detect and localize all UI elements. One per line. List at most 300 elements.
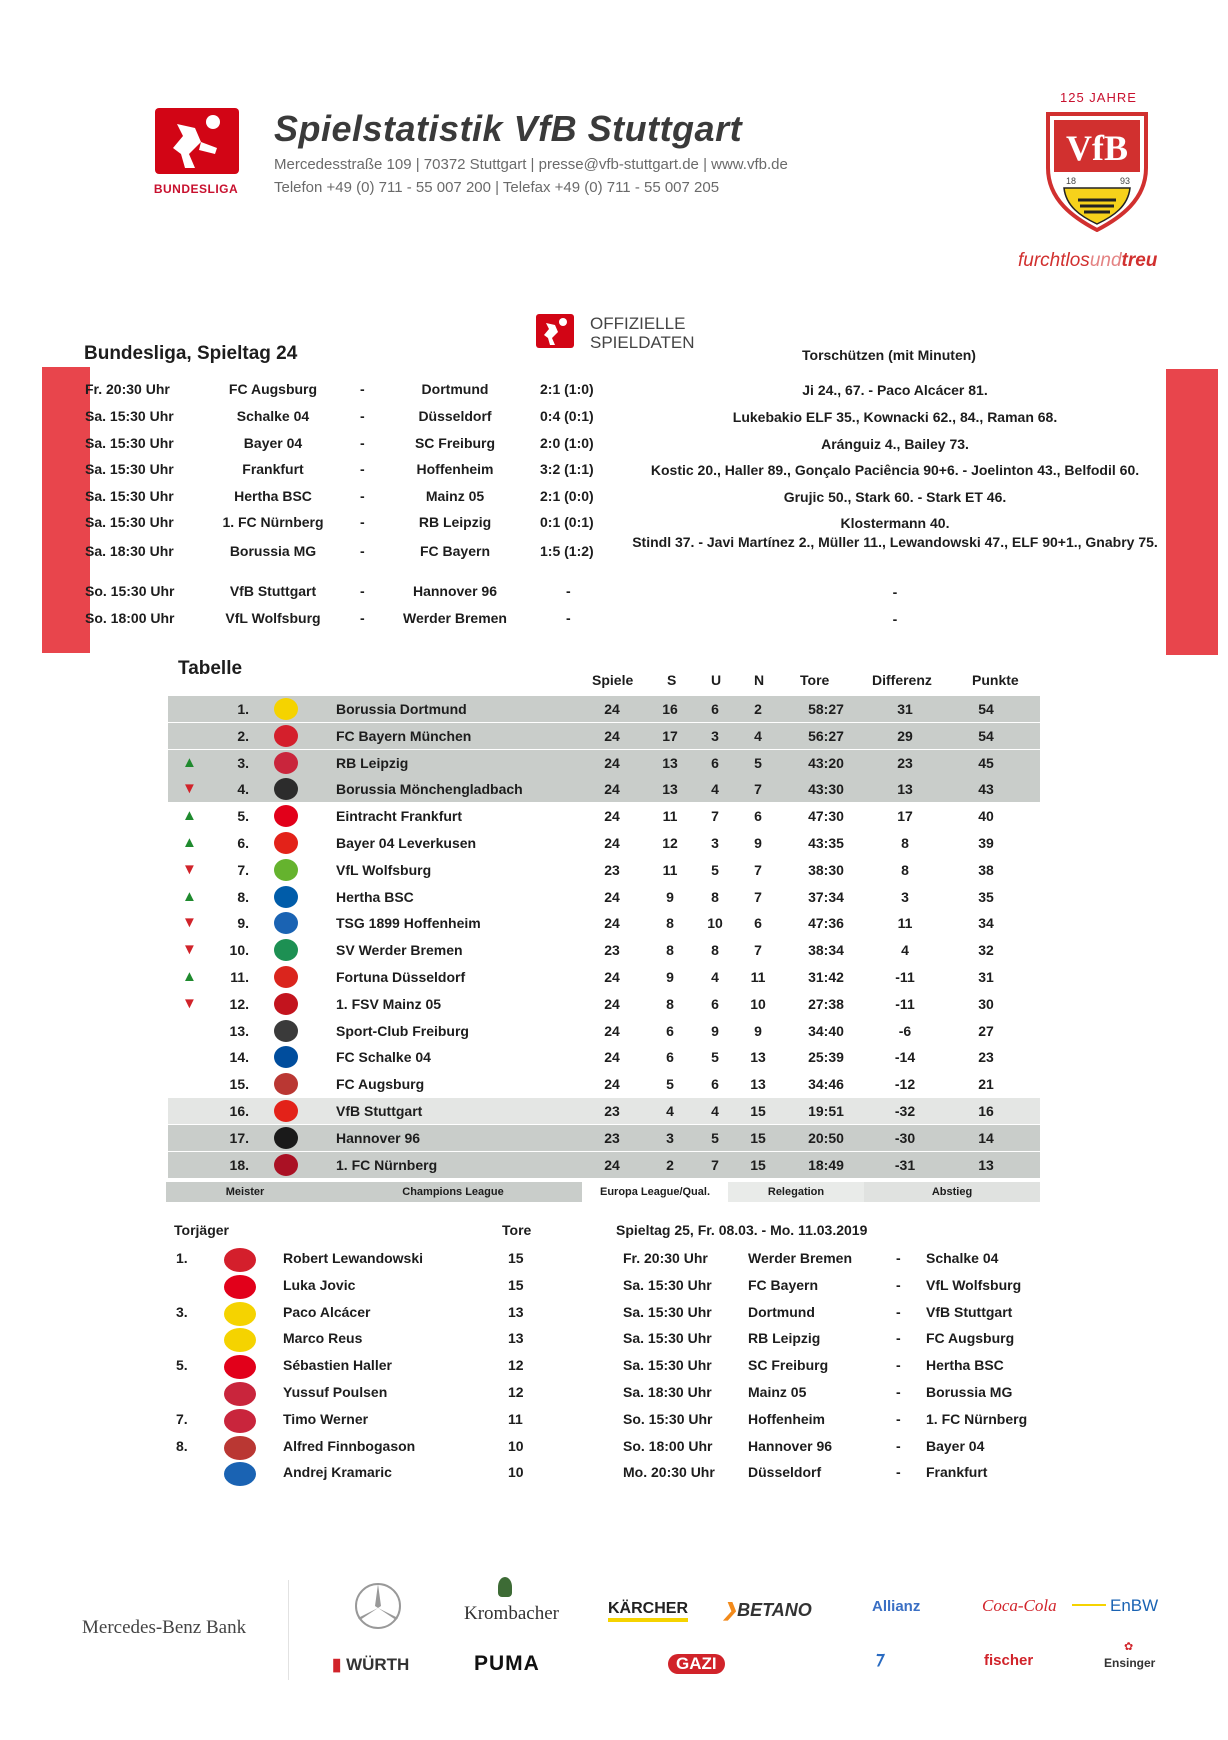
trend-down-icon: ▼ — [182, 860, 197, 878]
table-rank: 13. — [229, 1022, 249, 1039]
scorer-name: Yussuf Poulsen — [283, 1384, 388, 1400]
table-points: 31 — [978, 969, 994, 985]
address-line: Mercedesstraße 109 | 70372 Stuttgart | presse@vfb-stuttgart.de | www.vfb.de — [274, 156, 788, 173]
table-points: 40 — [978, 808, 994, 825]
table-team: VfB Stuttgart — [336, 1103, 423, 1119]
top-scorers-goals-header: Tore — [502, 1222, 532, 1238]
match-separator: - — [360, 435, 365, 451]
table-team: VfL Wolfsburg — [336, 861, 432, 878]
table-draw: 8 — [711, 942, 719, 959]
top-scorers-title: Torjäger — [174, 1222, 229, 1238]
table-row — [168, 1044, 1040, 1070]
sponsor-divider — [288, 1580, 289, 1680]
next-match-home: Hannover 96 — [748, 1437, 833, 1454]
table-goals: 38:30 — [808, 861, 844, 878]
table-draw: 6 — [711, 1076, 719, 1093]
table-lost: 13 — [750, 1076, 766, 1093]
table-played: 24 — [604, 1022, 620, 1039]
match-score: 2:1 (0:0) — [540, 488, 594, 504]
scorer-name: Sébastien Haller — [283, 1357, 392, 1374]
table-rank: 7. — [237, 861, 249, 878]
match-home-team: Bayer 04 — [243, 435, 303, 451]
table-goals: 19:51 — [808, 1103, 844, 1119]
table-rank: 6. — [237, 835, 249, 851]
table-lost: 7 — [754, 942, 762, 959]
enbw-stripe-icon — [1072, 1604, 1106, 1606]
table-rank: 16. — [229, 1103, 249, 1119]
match-time: So. 15:30 Uhr — [85, 583, 175, 599]
table-points: 39 — [978, 835, 994, 851]
matchday-title: Bundesliga, Spieltag 24 — [84, 343, 298, 364]
match-scorers: Ji 24., 67. - Paco Alcácer 81. — [802, 382, 988, 398]
table-played: 23 — [604, 1129, 620, 1146]
club-logo-icon — [274, 1100, 298, 1122]
next-match-row — [0, 1357, 1228, 1383]
next-match-separator: - — [896, 1357, 901, 1374]
next-match-home: FC Bayern — [748, 1276, 819, 1293]
match-separator: - — [360, 583, 365, 599]
table-played: 24 — [604, 701, 620, 717]
table-goals: 58:27 — [808, 701, 844, 717]
club-logo-icon — [274, 1154, 298, 1176]
next-match-home: SC Freiburg — [748, 1357, 829, 1374]
match-home-team: Schalke 04 — [236, 408, 310, 424]
match-separator: - — [360, 543, 365, 559]
sponsor-mercedes-bank: Mercedes-Benz Bank — [82, 1617, 247, 1638]
next-match-away: VfB Stuttgart — [926, 1303, 1013, 1320]
table-points: 13 — [978, 1156, 994, 1173]
table-points: 38 — [978, 861, 994, 878]
table-rank: 15. — [229, 1076, 249, 1093]
table-goals: 43:20 — [808, 754, 844, 771]
table-draw: 5 — [711, 861, 719, 878]
match-scorers: Aránguiz 4., Bailey 73. — [821, 436, 969, 452]
table-row — [168, 884, 1040, 910]
table-rank: 17. — [229, 1129, 249, 1146]
table-lost: 7 — [754, 888, 762, 905]
table-won: 8 — [666, 942, 674, 959]
match-home-team: VfL Wolfsburg — [225, 610, 321, 626]
table-row — [168, 910, 1040, 936]
table-diff: 29 — [897, 727, 913, 744]
match-scorers: Kostic 20., Haller 89., Gonçalo Paciência 90+6. - Joelinton 43., Belfodil 60. — [650, 462, 1140, 478]
table-diff: 8 — [901, 861, 909, 878]
table-points: 43 — [978, 781, 994, 798]
table-draw: 8 — [711, 888, 719, 905]
match-scorers: Grujic 50., Stark 60. - Stark ET 46. — [783, 489, 1007, 505]
table-diff: -11 — [895, 969, 915, 985]
scorer-rank: 5. — [176, 1357, 188, 1374]
table-won: 11 — [662, 808, 678, 825]
table-rank: 2. — [237, 727, 249, 744]
trend-up-icon: ▲ — [182, 834, 197, 851]
scorer-name: Timo Werner — [283, 1410, 369, 1427]
trend-up-icon: ▲ — [182, 968, 197, 985]
scorer-goals: 12 — [508, 1357, 524, 1374]
scorer-goals: 13 — [508, 1330, 524, 1347]
match-scorers: - — [892, 584, 898, 600]
table-team: Borussia Dortmund — [336, 701, 467, 717]
document-title: Spielstatistik VfB Stuttgart — [274, 108, 743, 149]
sponsor-krombacher: Krombacher — [464, 1603, 559, 1624]
table-rank: 3. — [237, 754, 249, 771]
club-logo-icon — [274, 912, 298, 934]
slogan-part-a: furchtlos — [1018, 250, 1090, 271]
table-row — [168, 857, 1040, 883]
match-home-team: Borussia MG — [229, 543, 317, 559]
table-lost: 7 — [754, 861, 762, 878]
scorer-goals: 15 — [508, 1276, 524, 1293]
table-goals: 47:30 — [808, 808, 844, 825]
table-diff: 8 — [901, 835, 909, 851]
table-won: 4 — [666, 1103, 674, 1119]
sponsor-wurth — [332, 1655, 409, 1675]
table-draw: 3 — [711, 727, 719, 744]
table-team: SV Werder Bremen — [336, 942, 463, 959]
bundesliga-logo-icon — [155, 108, 239, 174]
header-draw: U — [711, 672, 722, 688]
match-time: Sa. 15:30 Uhr — [85, 461, 174, 477]
match-home-team: Frankfurt — [242, 461, 304, 477]
scorer-rank: 8. — [176, 1437, 188, 1454]
table-played: 24 — [604, 1076, 620, 1093]
table-played: 24 — [604, 1156, 620, 1173]
table-diff: 11 — [897, 915, 913, 932]
next-match-home: Hoffenheim — [748, 1410, 825, 1427]
slogan-part-c: treu — [1121, 250, 1158, 271]
table-draw: 6 — [711, 995, 719, 1012]
club-logo-icon — [274, 859, 298, 881]
legend-champions-league: Champions League — [324, 1182, 582, 1202]
match-away-team: Düsseldorf — [418, 408, 492, 424]
club-logo-icon — [274, 939, 298, 961]
match-score: - — [566, 610, 571, 626]
match-separator: - — [360, 381, 365, 397]
table-diff: -11 — [895, 995, 915, 1012]
match-away-team: SC Freiburg — [414, 435, 496, 451]
next-match-separator: - — [896, 1250, 901, 1266]
vfb-crest-icon — [1044, 110, 1150, 232]
table-goals: 34:46 — [808, 1076, 844, 1093]
table-lost: 7 — [754, 781, 762, 798]
table-diff: -31 — [894, 1156, 916, 1173]
table-played: 23 — [604, 942, 620, 959]
table-draw: 3 — [711, 835, 719, 851]
sponsor-betano-label: BETANO — [737, 1600, 812, 1620]
next-match-away: 1. FC Nürnberg — [926, 1410, 1028, 1427]
club-logo-icon — [274, 752, 298, 774]
crest-year-right: 93 — [1120, 176, 1131, 186]
scorer-name: Paco Alcácer — [283, 1303, 371, 1320]
match-away-team: Dortmund — [421, 381, 489, 397]
table-lost: 15 — [750, 1129, 766, 1146]
table-rank: 1. — [237, 701, 249, 717]
sponsor-karcher: KÄRCHER — [608, 1600, 688, 1622]
club-logo-icon — [274, 698, 298, 720]
scorer-name: Andrej Kramaric — [283, 1464, 392, 1481]
table-goals: 27:38 — [808, 995, 844, 1012]
sponsor-gazi: GAZI — [668, 1654, 725, 1674]
table-played: 24 — [604, 969, 620, 985]
match-score: 2:1 (1:0) — [540, 381, 594, 397]
table-rank: 11. — [230, 969, 249, 985]
table-row — [168, 1152, 1040, 1178]
header-points: Punkte — [972, 672, 1019, 688]
match-separator: - — [360, 488, 365, 504]
match-score: 0:4 (0:1) — [540, 408, 594, 424]
header-lost: N — [754, 672, 765, 688]
table-goals: 18:49 — [808, 1156, 844, 1173]
table-points: 45 — [978, 754, 994, 771]
ensinger-mark-icon: ✿ — [1124, 1641, 1134, 1653]
next-match-away: FC Augsburg — [926, 1330, 1015, 1347]
club-anniversary: 125 JAHRE — [1060, 90, 1137, 105]
next-matchday-title: Spieltag 25, Fr. 08.03. - Mo. 11.03.2019 — [616, 1222, 868, 1238]
table-diff: 31 — [897, 701, 913, 717]
table-lost: 15 — [750, 1103, 766, 1119]
next-match-away: Borussia MG — [926, 1384, 1013, 1400]
next-match-separator: - — [896, 1330, 901, 1347]
trend-down-icon: ▼ — [182, 914, 197, 932]
next-match-separator: - — [896, 1437, 901, 1454]
club-logo-icon — [274, 1073, 298, 1095]
match-away-team: Werder Bremen — [402, 610, 507, 626]
stuttgart-sparkasse-icon: ⁊ — [874, 1648, 883, 1668]
table-won: 13 — [662, 754, 678, 771]
match-home-team: VfB Stuttgart — [229, 583, 317, 599]
next-match-separator: - — [896, 1303, 901, 1320]
match-time: Sa. 15:30 Uhr — [85, 514, 174, 530]
table-goals: 43:35 — [808, 835, 844, 851]
trend-down-icon: ▼ — [182, 780, 197, 798]
club-logo-icon — [274, 805, 298, 827]
table-row — [168, 964, 1040, 990]
scorer-goals: 11 — [508, 1410, 523, 1427]
scorer-name: Alfred Finnbogason — [283, 1437, 416, 1454]
table-team: Sport-Club Freiburg — [336, 1022, 469, 1039]
scorer-goals: 12 — [508, 1384, 524, 1400]
match-scorers: - — [892, 611, 898, 627]
match-time: So. 18:00 Uhr — [85, 610, 175, 626]
trend-up-icon: ▲ — [182, 753, 197, 771]
krombacher-crest-icon — [498, 1577, 512, 1597]
table-lost: 6 — [754, 808, 762, 825]
club-logo-icon — [274, 832, 298, 854]
table-won: 17 — [662, 727, 678, 744]
match-score: - — [566, 583, 571, 599]
scorer-rank: 7. — [176, 1410, 188, 1427]
table-played: 24 — [604, 781, 620, 798]
table-goals: 20:50 — [808, 1129, 844, 1146]
table-row — [168, 1098, 1040, 1124]
next-match-row — [0, 1330, 1228, 1356]
table-rank: 8. — [237, 888, 249, 905]
table-rank: 9. — [237, 915, 249, 932]
table-points: 54 — [978, 727, 994, 744]
scorer-goals: 10 — [508, 1464, 524, 1481]
table-goals: 56:27 — [808, 727, 844, 744]
table-draw: 9 — [711, 1022, 719, 1039]
table-lost: 10 — [750, 995, 766, 1012]
next-match-home: RB Leipzig — [748, 1330, 821, 1347]
match-away-team: RB Leipzig — [418, 514, 492, 530]
scorer-name: Marco Reus — [283, 1330, 363, 1347]
table-diff: 23 — [897, 754, 913, 771]
table-row — [168, 937, 1040, 963]
table-rank: 4. — [237, 781, 249, 798]
scorer-rank: 1. — [176, 1250, 188, 1266]
official-data-line1: OFFIZIELLE — [590, 314, 686, 333]
table-row — [168, 750, 1040, 776]
club-logo-icon — [274, 778, 298, 800]
next-match-time: So. 15:30 Uhr — [623, 1410, 713, 1427]
table-played: 24 — [604, 808, 620, 825]
table-title: Tabelle — [178, 658, 243, 679]
club-logo-icon — [274, 1020, 298, 1042]
table-points: 16 — [978, 1103, 994, 1119]
club-logo-icon — [274, 1127, 298, 1149]
match-time: Sa. 18:30 Uhr — [85, 543, 174, 559]
trend-down-icon: ▼ — [182, 941, 197, 959]
match-score: 1:5 (1:2) — [540, 543, 594, 559]
table-rank: 12. — [229, 995, 249, 1012]
scorer-rank: 3. — [176, 1303, 188, 1320]
bundesliga-logo-label: BUNDESLIGA — [153, 182, 239, 196]
legend-europa-league: Europa League/Qual. — [599, 1186, 711, 1198]
crest-year-left: 18 — [1066, 176, 1077, 186]
club-slogan — [1018, 250, 1157, 272]
next-match-separator: - — [896, 1464, 901, 1481]
table-diff: -30 — [894, 1129, 916, 1146]
table-played: 24 — [604, 995, 620, 1012]
match-away-team: Hoffenheim — [416, 461, 494, 477]
table-row — [168, 1071, 1040, 1097]
table-points: 14 — [978, 1129, 994, 1146]
next-match-away: Schalke 04 — [926, 1250, 999, 1266]
next-match-time: So. 18:00 Uhr — [623, 1437, 713, 1454]
next-match-row — [0, 1250, 1228, 1276]
table-lost: 9 — [754, 835, 762, 851]
table-row — [168, 1018, 1040, 1044]
table-draw: 7 — [711, 1156, 719, 1173]
club-logo-icon — [274, 1046, 298, 1068]
table-team: 1. FC Nürnberg — [336, 1156, 438, 1173]
next-match-row — [0, 1277, 1228, 1303]
next-match-row — [0, 1304, 1228, 1330]
table-won: 3 — [666, 1129, 674, 1146]
table-row — [168, 803, 1040, 829]
scorer-name: Luka Jovic — [283, 1276, 356, 1293]
table-goals: 38:34 — [808, 942, 844, 959]
table-row — [168, 723, 1040, 749]
next-match-time: Mo. 20:30 Uhr — [623, 1464, 715, 1481]
table-points: 34 — [978, 915, 994, 932]
table-draw: 6 — [711, 701, 719, 717]
next-match-row — [0, 1411, 1228, 1437]
table-lost: 11 — [750, 969, 766, 985]
scorer-goals: 13 — [508, 1303, 524, 1320]
match-separator: - — [360, 461, 365, 477]
next-match-away: VfL Wolfsburg — [926, 1276, 1022, 1293]
table-points: 32 — [978, 942, 994, 959]
table-won: 6 — [666, 1022, 674, 1039]
match-home-team: FC Augsburg — [228, 381, 318, 397]
legend-abstieg: Abstieg — [864, 1182, 1040, 1202]
betano-arrow-icon: ❯ — [722, 1600, 738, 1620]
trend-up-icon: ▲ — [182, 887, 197, 905]
official-data-logo — [536, 314, 574, 348]
table-played: 23 — [604, 1103, 620, 1119]
next-match-row — [0, 1438, 1228, 1464]
table-diff: 3 — [901, 888, 909, 905]
table-draw: 4 — [711, 969, 719, 985]
table-played: 24 — [604, 888, 620, 905]
table-lost: 5 — [754, 754, 762, 771]
table-lost: 9 — [754, 1022, 762, 1039]
table-points: 35 — [978, 888, 994, 905]
scorer-goals: 10 — [508, 1437, 524, 1454]
table-points: 23 — [978, 1049, 994, 1066]
match-score: 2:0 (1:0) — [540, 435, 594, 451]
table-won: 5 — [666, 1076, 674, 1093]
table-row — [168, 696, 1040, 722]
table-draw: 5 — [711, 1129, 719, 1146]
table-points: 21 — [978, 1076, 994, 1093]
table-team: TSG 1899 Hoffenheim — [336, 915, 481, 932]
next-match-separator: - — [896, 1276, 901, 1293]
table-draw: 5 — [711, 1049, 719, 1066]
match-scorers: Lukebakio ELF 35., Kownacki 62., 84., Raman 68. — [732, 409, 1058, 425]
table-won: 9 — [666, 888, 674, 905]
next-match-separator: - — [896, 1384, 901, 1400]
table-diff: 13 — [897, 781, 913, 798]
table-team: Hertha BSC — [336, 888, 414, 905]
table-won: 2 — [666, 1156, 674, 1173]
next-match-time: Sa. 15:30 Uhr — [623, 1276, 712, 1293]
match-home-team: 1. FC Nürnberg — [222, 514, 324, 530]
table-won: 11 — [662, 861, 678, 878]
table-won: 9 — [666, 969, 674, 985]
table-row — [168, 991, 1040, 1017]
table-team: FC Bayern München — [336, 727, 472, 744]
mercedes-star-icon — [352, 1580, 404, 1632]
wurth-mark-icon: ▮ — [332, 1655, 347, 1674]
match-separator: - — [360, 408, 365, 424]
match-time: Fr. 20:30 Uhr — [85, 381, 170, 397]
scorers-header: Torschützen (mit Minuten) — [802, 347, 976, 363]
next-match-time: Sa. 15:30 Uhr — [623, 1357, 712, 1374]
official-data-logo-icon — [536, 314, 574, 348]
match-away-team: Mainz 05 — [425, 488, 485, 504]
legend-relegation: Relegation — [728, 1182, 864, 1202]
sponsor-wurth-label: WÜRTH — [346, 1655, 410, 1674]
table-draw: 4 — [711, 781, 719, 798]
accent-bar-left — [42, 367, 90, 653]
table-lost: 6 — [754, 915, 762, 932]
table-points: 30 — [978, 995, 994, 1012]
table-diff: -14 — [894, 1049, 916, 1066]
header-goals: Tore — [800, 672, 830, 688]
table-diff: 4 — [901, 942, 909, 959]
next-match-home: Werder Bremen — [748, 1250, 853, 1266]
table-goals: 31:42 — [808, 969, 844, 985]
next-match-away: Frankfurt — [926, 1464, 988, 1481]
club-logo-icon — [274, 886, 298, 908]
table-row — [168, 830, 1040, 856]
phone-line: Telefon +49 (0) 711 - 55 007 200 | Telefax +49 (0) 711 - 55 007 205 — [274, 179, 720, 196]
table-played: 24 — [604, 727, 620, 744]
match-separator: - — [360, 514, 365, 530]
